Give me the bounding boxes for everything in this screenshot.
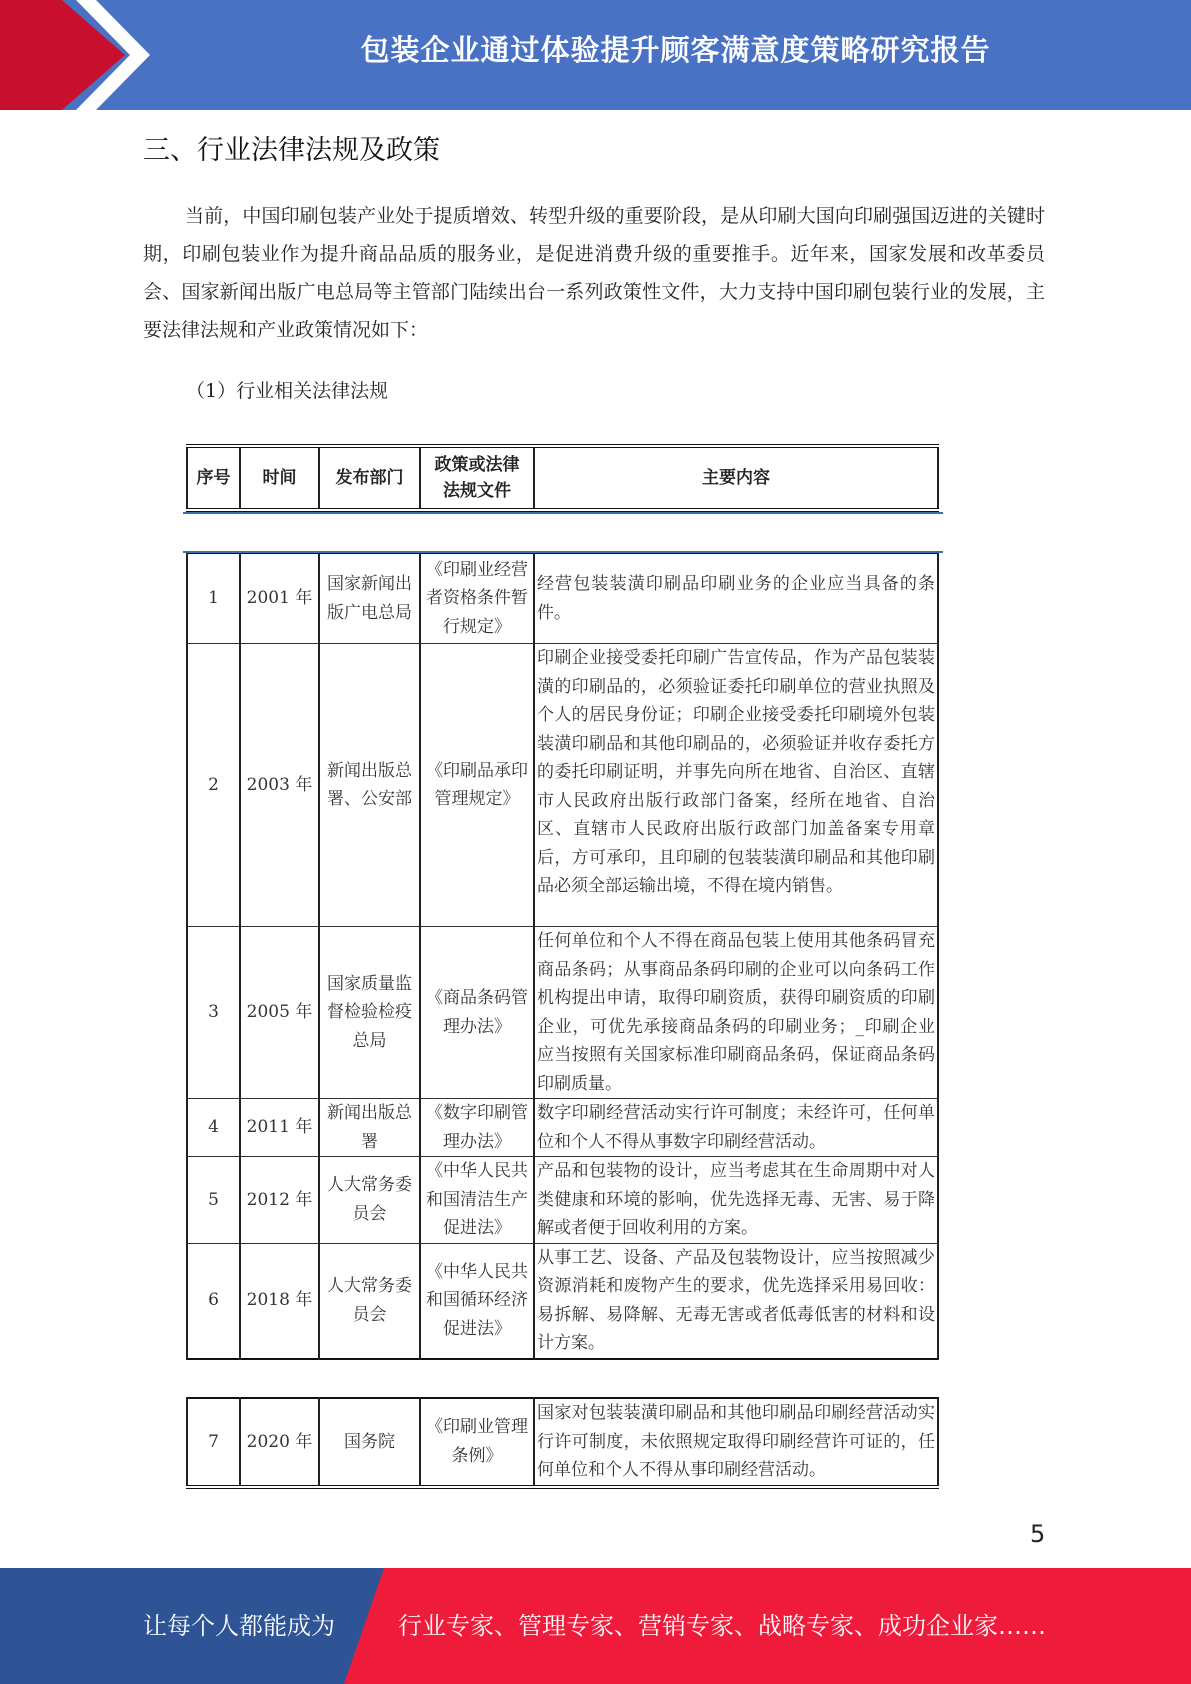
cell-year: 2005 年 (240, 927, 319, 1099)
cell-year: 2011 年 (240, 1099, 319, 1157)
divider-rule (183, 512, 943, 514)
cell-content: 产品和包装物的设计，应当考虑其在生命周期中对人类健康和环境的影响，优先选择无毒、无害、易于降解或者便于回收利用的方案。 (534, 1157, 938, 1244)
header-cell-no: 序号 (187, 446, 240, 510)
footer-slogan-left: 让每个人都能成为 (143, 1612, 335, 1640)
cell-dept: 国家质量监督检验检疫总局 (319, 927, 420, 1099)
header-cell-year: 时间 (240, 446, 319, 510)
cell-dept: 人大常务委员会 (319, 1243, 420, 1359)
cell-doc: 《商品条码管理办法》 (420, 927, 534, 1099)
cell-no: 5 (187, 1157, 240, 1244)
section-title: 三、行业法律法规及政策 (143, 135, 440, 166)
cell-doc: 《中华人民共和国循环经济促进法》 (420, 1243, 534, 1359)
cell-doc: 《印刷业管理条例》 (420, 1398, 534, 1487)
table-row (187, 927, 938, 1099)
cell-doc: 《中华人民共和国清洁生产促进法》 (420, 1157, 534, 1244)
cell-no: 3 (187, 927, 240, 1099)
cell-doc: 《数字印刷管理办法》 (420, 1099, 534, 1157)
table-row (187, 1243, 938, 1359)
table-header (186, 444, 939, 512)
header-cell-content: 主要内容 (534, 446, 938, 510)
cell-content: 任何单位和个人不得在商品包装上使用其他条码冒充商品条码；从事商品条码印刷的企业可以向条码工作机构提出申请，取得印刷资质，获得印刷资质的印刷企业，可优先承接商品条码的印刷业务；_印刷企业应当按照有关国家标准印刷商品条码，保证商品条码印刷质量。 (534, 927, 938, 1099)
table-header-block (186, 444, 939, 512)
regulation-table (186, 553, 939, 1360)
cell-content: 经营包装装潢印刷品印刷业务的企业应当具备的条件。 (534, 554, 938, 644)
cell-dept: 人大常务委员会 (319, 1157, 420, 1244)
cell-content: 数字印刷经营活动实行许可制度；未经许可，任何单位和个人不得从事数字印刷经营活动。 (534, 1099, 938, 1157)
table-row (187, 1099, 938, 1157)
cell-no: 1 (187, 554, 240, 644)
report-title: 包装企业通过体验提升顾客满意度策略研究报告 (360, 33, 991, 67)
cell-dept: 新闻出版总署 (319, 1099, 420, 1157)
table-row (187, 644, 938, 927)
cell-year: 2003 年 (240, 644, 319, 927)
cell-no: 7 (187, 1398, 240, 1487)
cell-year: 2018 年 (240, 1243, 319, 1359)
cell-dept: 新闻出版总署、公安部 (319, 644, 420, 927)
footer-slogan-right: 行业专家、管理专家、营销专家、战略专家、成功企业家…… (398, 1612, 1046, 1640)
header-banner (0, 0, 1191, 110)
cell-no: 4 (187, 1099, 240, 1157)
cell-year: 2001 年 (240, 554, 319, 644)
header-cell-doc: 政策或法律法规文件 (420, 446, 534, 510)
cell-content: 从事工艺、设备、产品及包装物设计，应当按照减少资源消耗和废物产生的要求，优先选择采用易回收：易拆解、易降解、无毒无害或者低毒低害的材料和设计方案。 (534, 1243, 938, 1359)
cell-content: 印刷企业接受委托印刷广告宣传品，作为产品包装装潢的印刷品的，必须验证委托印刷单位的营业执照及个人的居民身份证；印刷企业接受委托印刷境外包装装潢印刷品和其他印刷品的，必须验证并收存委托方的委托印刷证明，并事先向所在地省、自治区、直辖市人民政府出版行政部门备案，经所在地省、自治区、直辖市人民政府出版行政部门加盖备案专用章后，方可承印，且印刷的包装装潢印刷品和其他印刷品必须全部运输出境，不得在境内销售。 (534, 644, 938, 927)
header-cell-dept: 发布部门 (319, 446, 420, 510)
intro-paragraph: 当前，中国印刷包装产业处于提质增效、转型升级的重要阶段，是从印刷大国向印刷强国迈进的关键时期，印刷包装业作为提升商品品质的服务业，是促进消费升级的重要推手。近年来，国家发展和改革委员会、国家新闻出版广电总局等主管部门陆续出台一系列政策性文件，大力支持中国印刷包装行业的发展，主要法律法规和产业政策情况如下： (143, 205, 1045, 341)
table-row (187, 1157, 938, 1244)
cell-doc: 《印刷业经营者资格条件暂行规定》 (420, 554, 534, 644)
cell-dept: 国家新闻出版广电总局 (319, 554, 420, 644)
table-row (187, 1398, 938, 1487)
table-body-b (186, 1397, 939, 1489)
cell-dept: 国务院 (319, 1398, 420, 1487)
cell-content: 国家对包装装潢印刷品和其他印刷品印刷经营活动实行许可制度，未依照规定取得印刷经营许可证的，任何单位和个人不得从事印刷经营活动。 (534, 1398, 938, 1487)
cell-year: 2020 年 (240, 1398, 319, 1487)
page-number: 5 (1030, 1520, 1046, 1548)
footer-banner (0, 1568, 1191, 1684)
cell-no: 6 (187, 1243, 240, 1359)
table-body-a (186, 553, 939, 1360)
regulation-table-continued (186, 1397, 939, 1489)
table-subtitle: （1）行业相关法律法规 (186, 380, 389, 402)
table-row (187, 554, 938, 644)
cell-year: 2012 年 (240, 1157, 319, 1244)
cell-no: 2 (187, 644, 240, 927)
cell-doc: 《印刷品承印管理规定》 (420, 644, 534, 927)
